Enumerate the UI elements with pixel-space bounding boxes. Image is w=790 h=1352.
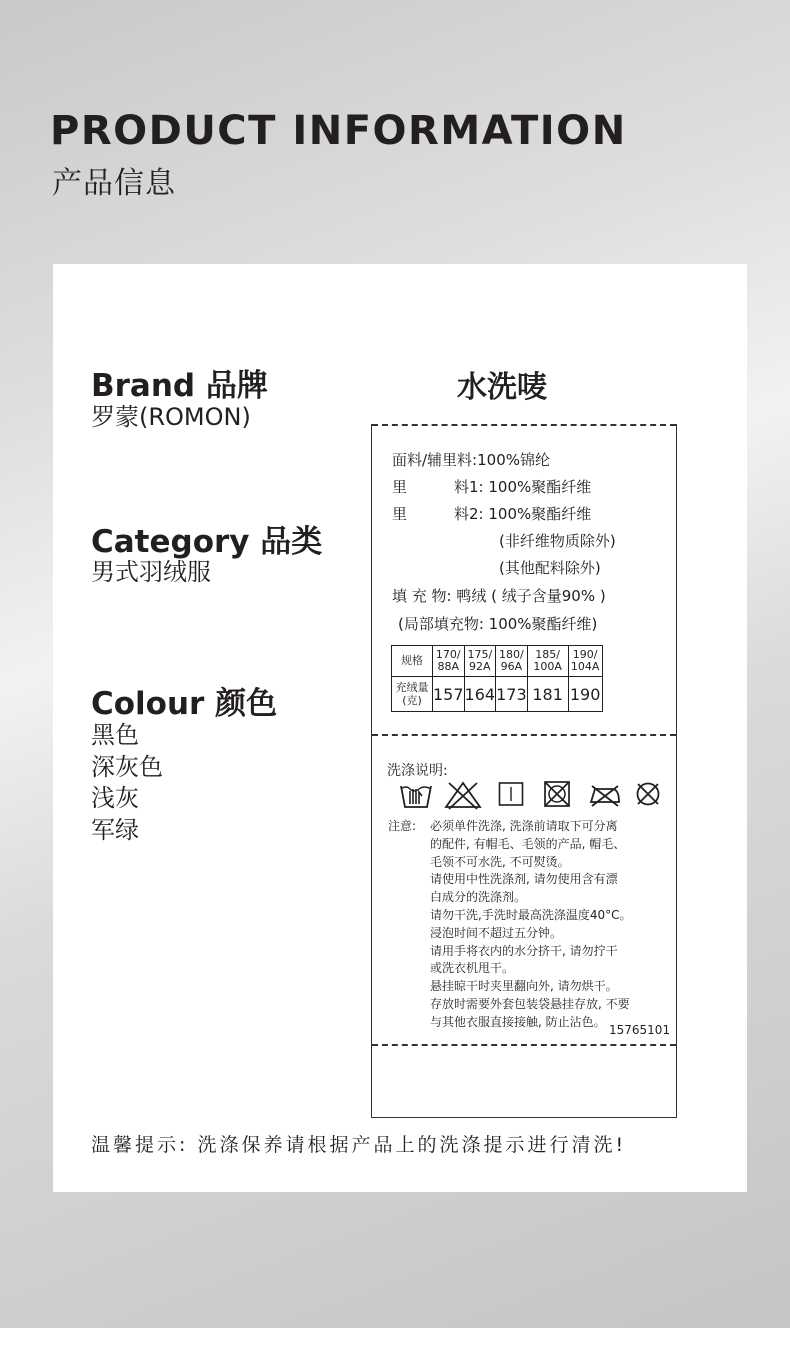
do-not-dry-clean-icon xyxy=(635,780,661,812)
info-card xyxy=(53,264,747,1192)
hand-wash-icon xyxy=(399,780,433,814)
material-line: 里 料1: 100%聚酯纤维 xyxy=(392,478,592,496)
size-cell: 190/ 104A xyxy=(568,646,602,677)
colour-option: 深灰色 xyxy=(91,752,163,781)
brand-label: Brand 品牌 xyxy=(91,368,268,404)
category-label: Category 品类 xyxy=(91,524,323,560)
page-title: PRODUCT INFORMATION xyxy=(50,108,627,154)
fill-header: 充绒量 (克) xyxy=(392,677,433,712)
do-not-tumble-dry-icon xyxy=(543,780,571,812)
size-table xyxy=(391,645,603,712)
note-line: 悬挂晾干时夹里翻向外, 请勿烘干。 xyxy=(430,979,618,994)
material-lining1: 料1: 100%聚酯纤维 xyxy=(454,478,592,496)
note-line: 毛领不可水洗, 不可熨烫。 xyxy=(430,854,570,869)
fill-cell: 157 xyxy=(433,677,465,712)
note-line: 白成分的洗涤剂。 xyxy=(430,890,527,905)
care-label xyxy=(371,424,677,1118)
colour-option: 黑色 xyxy=(91,721,139,749)
colour-label: Colour 颜色 xyxy=(91,686,278,722)
note-line: 必须单件洗涤, 洗涤前请取下可分离 xyxy=(430,819,618,833)
care-tip: 温馨提示: 洗涤保养请根据产品上的洗涤提示进行清洗! xyxy=(91,1134,627,1156)
bottom-border xyxy=(0,1328,790,1352)
note-line: 与其他衣服直接接触, 防止沾色。 xyxy=(430,1014,606,1029)
note-line: 请使用中性洗涤剂, 请勿使用含有漂 xyxy=(430,872,618,887)
label-code: 15765101 xyxy=(609,1023,671,1037)
material-note: (其他配料除外) xyxy=(499,559,601,577)
tumble-dry-line-icon xyxy=(498,780,524,810)
do-not-iron-icon xyxy=(588,780,622,812)
brand-value: 罗蒙(ROMON) xyxy=(91,403,251,431)
fill-cell: 181 xyxy=(527,677,568,712)
notes-prefix: 注意: xyxy=(388,819,417,833)
do-not-bleach-icon xyxy=(444,780,482,814)
fill-cell: 190 xyxy=(568,677,602,712)
size-header: 规格 xyxy=(392,646,433,677)
size-cell: 170/ 88A xyxy=(433,646,465,677)
material-note: (非纤维物质除外) xyxy=(499,532,616,550)
page-subtitle: 产品信息 xyxy=(52,166,176,201)
material-line: 里 料2: 100%聚酯纤维 xyxy=(392,505,592,523)
size-cell: 180/ 96A xyxy=(496,646,528,677)
size-cell: 185/ 100A xyxy=(527,646,568,677)
colour-option: 军绿 xyxy=(91,815,139,844)
wash-heading: 洗涤说明: xyxy=(387,763,448,779)
filling-line: 填 充 物: 鸭绒 ( 绒子含量90% ) xyxy=(392,587,606,605)
note-line: 浸泡时间不超过五分钟。 xyxy=(430,925,563,940)
category-value: 男式羽绒服 xyxy=(91,558,211,586)
care-label-title: 水洗唛 xyxy=(457,370,547,405)
colour-list xyxy=(91,720,163,846)
note-line: 请用手将衣内的水分挤干, 请勿拧干 xyxy=(430,943,618,958)
tag-divider xyxy=(372,424,676,426)
note-line: 存放时需要外套包装袋悬挂存放, 不要 xyxy=(430,997,630,1011)
size-cell: 175/ 92A xyxy=(464,646,496,677)
fill-cell: 164 xyxy=(464,677,496,712)
fill-cell: 173 xyxy=(496,677,528,712)
material-line: 面料/辅里料:100%锦纶 xyxy=(392,451,550,469)
tag-divider xyxy=(372,1044,676,1046)
partial-filling-line: (局部填充物: 100%聚酯纤维) xyxy=(398,615,598,633)
tag-divider xyxy=(372,734,676,736)
note-line: 的配件, 有帽毛、毛领的产品, 帽毛、 xyxy=(430,836,626,851)
material-lining2: 料2: 100%聚酯纤维 xyxy=(454,505,592,523)
colour-option: 浅灰 xyxy=(91,784,139,812)
note-line: 或洗衣机甩干。 xyxy=(430,961,515,976)
note-line: 请勿干洗,手洗时最高洗涤温度40°C。 xyxy=(430,908,632,922)
